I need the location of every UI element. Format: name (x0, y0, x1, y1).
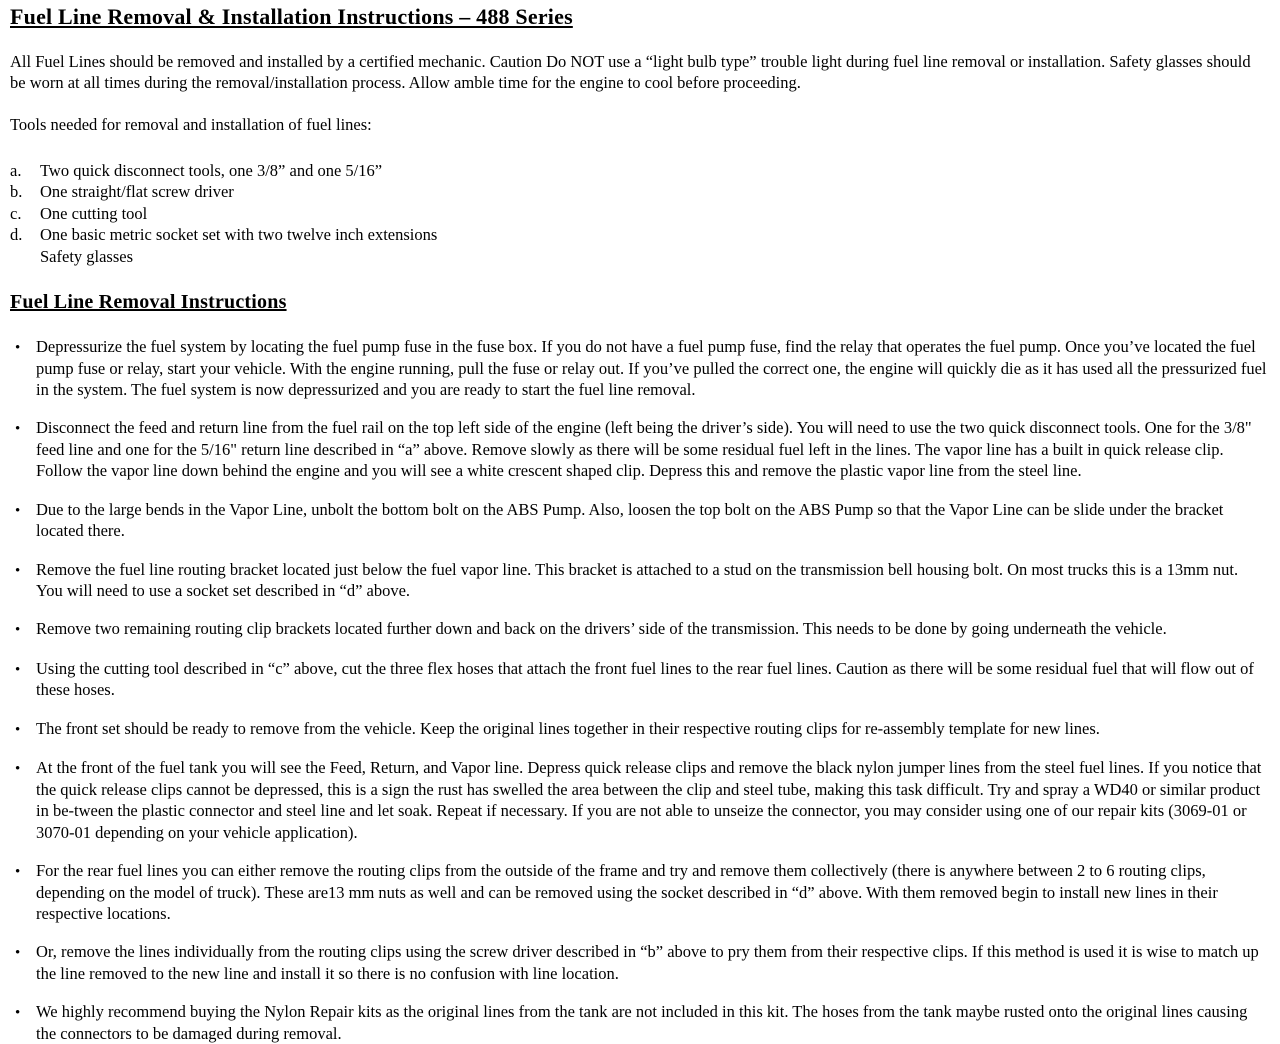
tool-item-extra-line: Safety glasses (40, 246, 134, 266)
step-text: Remove two remaining routing clip brackets located further down and back on the drivers’ side of the transmission. This needs to be done by going underneath the vehicle. (36, 619, 1167, 639)
tools-intro: Tools needed for removal and installation of fuel lines: (10, 115, 372, 135)
tool-item-text (40, 224, 1267, 267)
step-text: Depressurize the fuel system by locating the fuel pump fuse in the fuse box. If you do not have a fuel pump fuse, find the relay that operates the fuel pump. Once you’ve located the fuel pump fuse or relay, start your vehicle. With the engine running, pull the fuse or relay out. If you’ve pulled the correct one, the engine will quickly die as it has used all the pressurized fuel in the system. The fuel system is now depressurized and you are ready to start the fuel line removal. (36, 337, 1267, 399)
bullet-icon: • (15, 421, 21, 438)
tool-item (10, 224, 1267, 267)
tool-item-text: Two quick disconnect tools, one 3/8” and one 5/16” (40, 160, 383, 180)
bullet-icon: • (15, 340, 21, 357)
step-text: Due to the large bends in the Vapor Line, unbolt the bottom bolt on the ABS Pump. Also, loosen the top bolt on the ABS Pump so that the Vapor Line can be slide under the bracket located there. (36, 499, 1224, 541)
step-text: At the front of the fuel tank you will see the Feed, Return, and Vapor line. Depress quick release clips and remove the black nylon jumper lines from the steel fuel lines. If you notice that the quick release clips cannot be depressed, this is a sign the rust has swelled the area between the clip and steel tube, making this task difficult. Try and spray a WD40 or similar product in be-tween the plastic connector and steel line and let soak. Repeat if necessary. If you are not able to unseize the connector, you may consider using one of our repair kits (3069-01 or 3070-01 depending on your vehicle application). (36, 758, 1262, 842)
step-text: Remove the fuel line routing bracket located just below the fuel vapor line. This bracket is attached to a stud on the transmission bell housing bolt. On most trucks this is a 13mm nut. You will need to use a socket set described in “d” above. (36, 559, 1239, 601)
bullet-icon: • (15, 502, 21, 519)
step-text: For the rear fuel lines you can either remove the routing clips from the outside of the frame and try and remove them collectively (there is anywhere between 2 to 6 routing clips, depending on the model of truck). These are13 mm nuts as well and can be removed using the socket described in “d” above. With them removed begin to install new lines in their respective locations. (36, 861, 1218, 923)
step-item (10, 499, 1267, 542)
tool-item (10, 160, 1267, 181)
tool-item (10, 203, 1267, 224)
tool-item-text-line: One basic metric socket set with two twelve inch extensions (40, 225, 438, 245)
step-item (10, 336, 1267, 400)
tool-item-marker: c. (10, 203, 22, 223)
section-heading: Fuel Line Removal Instructions (10, 291, 287, 314)
bullet-icon: • (15, 1005, 21, 1022)
bullet-icon: • (15, 721, 21, 738)
step-text: Or, remove the lines individually from the routing clips using the screw driver described in “b” above to pry them from their respective clips. If this method is used it is wise to match up the line removed to the new line and install it so there is no confusion with line location. (36, 942, 1259, 983)
step-item (10, 860, 1267, 924)
tool-item (10, 181, 1267, 202)
document-title: Fuel Line Removal & Installation Instructions – 488 Series (10, 4, 573, 29)
bullet-icon: • (15, 761, 21, 778)
step-item (10, 618, 1267, 641)
bullet-icon: • (15, 622, 21, 639)
bullet-icon: • (15, 562, 21, 579)
step-text: Disconnect the feed and return line from the fuel rail on the top left side of the engine (left being the driver’s side). You will need to use the two quick disconnect tools. One for the 3/8" feed line and one for the 5/16" return line described in “a” above. Remove slowly as there will be some residual fuel left in the lines. The vapor line has a built in quick release clip. Follow the vapor line down behind the engine and you will see a white crescent shaped clip. Depress this and remove the plastic vapor line from the steel line. (36, 418, 1252, 481)
step-item (10, 658, 1267, 701)
step-item (10, 757, 1267, 843)
steps-list (10, 336, 1267, 1044)
intro-paragraph: All Fuel Lines should be removed and installed by a certified mechanic. Caution Do NOT use a “light bulb type” trouble light during fuel line removal or installation. Safety glasses should be worn at all times during the removal/installation process. Allow amble time for the engine to cool before proceeding. (10, 51, 1251, 93)
step-item (10, 417, 1267, 481)
step-text: We highly recommend buying the Nylon Repair kits as the original lines from the tank are not included in this kit. The hoses from the tank maybe rusted onto the original lines causing the connectors to be damaged during removal. (36, 1002, 1248, 1043)
step-item (10, 559, 1267, 602)
tool-item-marker: a. (10, 160, 22, 180)
tools-list (10, 160, 1267, 267)
tool-item-text: One straight/flat screw driver (40, 182, 234, 202)
step-item (10, 718, 1267, 741)
step-item (10, 941, 1267, 984)
bullet-icon: • (15, 945, 21, 962)
bullet-icon: • (15, 864, 21, 881)
tool-item-text: One cutting tool (40, 203, 148, 223)
step-text: The front set should be ready to remove from the vehicle. Keep the original lines together in their respective routing clips for re-assembly template for new lines. (36, 718, 1100, 738)
step-text: Using the cutting tool described in “c” above, cut the three flex hoses that attach the front fuel lines to the rear fuel lines. Caution as there will be some residual fuel that will flow out of these hoses. (36, 658, 1254, 700)
tool-item-marker: b. (10, 182, 23, 202)
tool-item-marker: d. (10, 225, 23, 245)
bullet-icon: • (15, 661, 21, 678)
step-item (10, 1001, 1267, 1044)
